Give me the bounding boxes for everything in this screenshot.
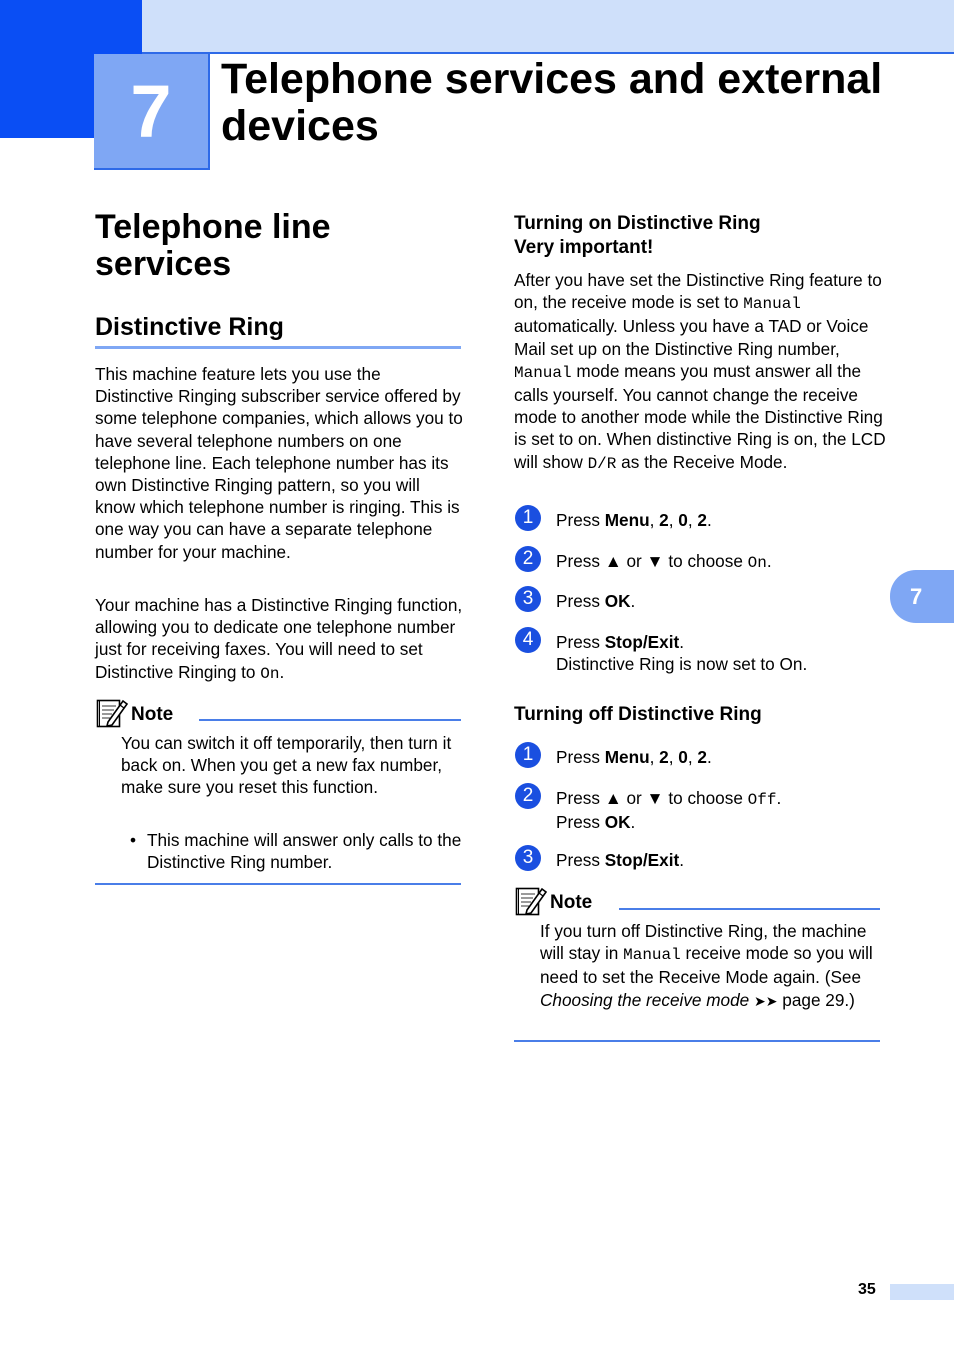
note-t2: receive mode so you will need to set the Receive Mode again. (See xyxy=(540,943,873,988)
double-arrow-icon: ➤➤ xyxy=(754,992,778,1009)
section-title: Telephone line services xyxy=(95,208,331,283)
para2-code: On xyxy=(260,664,280,683)
off-step-2-line2 xyxy=(556,811,876,833)
note-bullet-text: This machine will answer only calls to the Distinctive Ring number. xyxy=(147,830,462,873)
note-top-rule xyxy=(199,719,461,721)
on-step-4-stop-exit: Stop/Exit xyxy=(604,632,680,652)
footer-bar xyxy=(890,1284,954,1300)
step-number-badge: 2 xyxy=(515,783,541,809)
sep: , xyxy=(687,747,698,767)
chapter-number: 7 xyxy=(94,54,210,170)
note-top-rule xyxy=(619,908,880,910)
step-number-badge: 2 xyxy=(515,546,541,572)
function-paragraph xyxy=(95,594,463,685)
sep: , xyxy=(687,510,698,530)
step-number-badge: 1 xyxy=(515,742,541,768)
turning-on-heading-line1: Turning on Distinctive Ring xyxy=(514,213,761,234)
note-bottom-rule xyxy=(95,883,461,885)
sep: , xyxy=(649,510,660,530)
off-step-2-line1 xyxy=(556,787,876,811)
on-step-4-pre: Press xyxy=(556,632,605,652)
off-step-1-key: 0 xyxy=(678,747,688,767)
note-text xyxy=(540,920,880,1012)
important-t4: as the Receive Mode. xyxy=(621,451,788,472)
on-step-4-line2: Distinctive Ring is now set to On. xyxy=(556,654,808,675)
step-number-badge: 3 xyxy=(515,845,541,871)
para-distinctive-ring-function xyxy=(95,594,463,685)
chapter-side-tab: 7 xyxy=(890,570,954,623)
sep: . xyxy=(630,591,636,611)
important-t1: After you have set the Distinctive Ring feature to on, the receive mode is set to xyxy=(514,270,882,313)
off-step-2-line2-pre: Press xyxy=(556,812,605,833)
note-label: Note xyxy=(131,704,174,725)
sep: . xyxy=(776,788,782,808)
off-step-1-key: 2 xyxy=(697,747,707,767)
off-step-2-pre: Press ▲ or ▼ to choose xyxy=(556,788,748,808)
on-step-1-text xyxy=(556,509,876,531)
note-t3: page 29.) xyxy=(782,989,855,1010)
note-t1: If you turn off Distinctive Ring, the machine will stay in xyxy=(540,921,867,964)
note-pencil-icon xyxy=(96,697,126,729)
turning-on-heading xyxy=(514,212,884,260)
page-number: 35 xyxy=(858,1281,876,1298)
note-label: Note xyxy=(550,892,593,913)
off-step-1-text xyxy=(556,746,876,768)
important-text xyxy=(514,269,886,475)
sep: . xyxy=(706,510,712,530)
very-important-heading: Very important! xyxy=(514,237,654,258)
on-step-3-pre: Press xyxy=(556,591,605,611)
off-step-3-pre: Press xyxy=(556,850,605,870)
on-step-2-text xyxy=(556,550,876,574)
header-band xyxy=(142,0,954,52)
note-bottom-rule xyxy=(514,1040,880,1042)
important-code-manual-1: Manual xyxy=(743,295,801,314)
para2-end: . xyxy=(279,661,285,682)
sep: . xyxy=(679,850,684,870)
off-step-1-pre: Press xyxy=(556,747,605,767)
sep: . xyxy=(706,747,712,767)
turning-off-heading: Turning off Distinctive Ring xyxy=(514,704,762,725)
note-body xyxy=(540,920,880,1012)
sep: . xyxy=(766,551,772,571)
sep: , xyxy=(649,747,660,767)
on-step-3-text xyxy=(556,590,876,612)
important-t2: automatically. Unless you have a TAD or Voice Mail set up on the Distinctive Ring number, xyxy=(514,316,869,359)
on-step-1-key: 2 xyxy=(697,510,707,530)
step-number-badge: 3 xyxy=(515,586,541,612)
important-paragraph xyxy=(514,269,886,475)
off-step-2-code: Off xyxy=(747,791,777,809)
sep: , xyxy=(668,510,679,530)
note-body xyxy=(121,732,463,799)
note-code-manual: Manual xyxy=(623,946,681,965)
sep: , xyxy=(668,747,679,767)
important-code-manual-2: Manual xyxy=(514,363,572,382)
sep: . xyxy=(679,632,684,652)
on-step-1-menu: Menu xyxy=(604,510,650,530)
step-number-badge: 4 xyxy=(515,627,541,653)
on-step-1-key: 0 xyxy=(678,510,688,530)
note-cross-reference[interactable]: Choosing the receive mode xyxy=(540,989,750,1010)
para-distinctive-ring-intro: This machine feature lets you use the Distinctive Ringing subscriber service offered by some telephone companies, which allows you to have several telephone numbers on one telephone line. Each telephone number has its own Distinctive Ringing pattern, so you will know which telephone number is ringing. This is one way you can have a separate telephone number for your machine. xyxy=(95,364,463,562)
off-step-1-key: 2 xyxy=(659,747,669,767)
intro-paragraph xyxy=(95,363,463,563)
note-text: You can switch it off temporarily, then turn it back on. When you get a new fax number, make sure you reset this function. xyxy=(121,733,452,798)
off-step-1-menu: Menu xyxy=(604,747,650,767)
sep: . xyxy=(630,812,636,833)
off-step-3-stop-exit: Stop/Exit xyxy=(604,850,680,870)
para2-text: Your machine has a Distinctive Ringing function, allowing you to dedicate one telephone number just for receiving faxes. You will need to set Distinctive Ringing to xyxy=(95,595,463,682)
note-pencil-icon xyxy=(515,885,545,917)
off-step-3-text xyxy=(556,849,876,871)
subsection-rule xyxy=(95,346,461,349)
step-number-badge: 1 xyxy=(515,505,541,531)
on-step-1-pre: Press xyxy=(556,510,605,530)
on-step-4-line1 xyxy=(556,631,876,653)
on-step-3-ok: OK xyxy=(604,591,631,611)
header-rule xyxy=(142,52,954,54)
on-step-2-code: On xyxy=(747,554,767,572)
on-step-4-text xyxy=(556,631,876,675)
off-step-2-ok: OK xyxy=(604,812,631,833)
on-step-2-pre: Press ▲ or ▼ to choose xyxy=(556,551,748,571)
off-step-2-text xyxy=(556,787,876,833)
subsection-title: Distinctive Ring xyxy=(95,313,284,341)
chapter-title: Telephone services and external devices xyxy=(221,55,883,150)
on-step-1-key: 2 xyxy=(659,510,669,530)
important-t3: mode means you must answer all the calls yourself. You cannot change the receive mode to another mode while the Distinctive Ring is set to on. When distinctive Ring is on, the LCD will show xyxy=(514,360,886,472)
important-code-dr: D/R xyxy=(587,454,617,473)
note-bullet-marker: • xyxy=(130,830,137,850)
